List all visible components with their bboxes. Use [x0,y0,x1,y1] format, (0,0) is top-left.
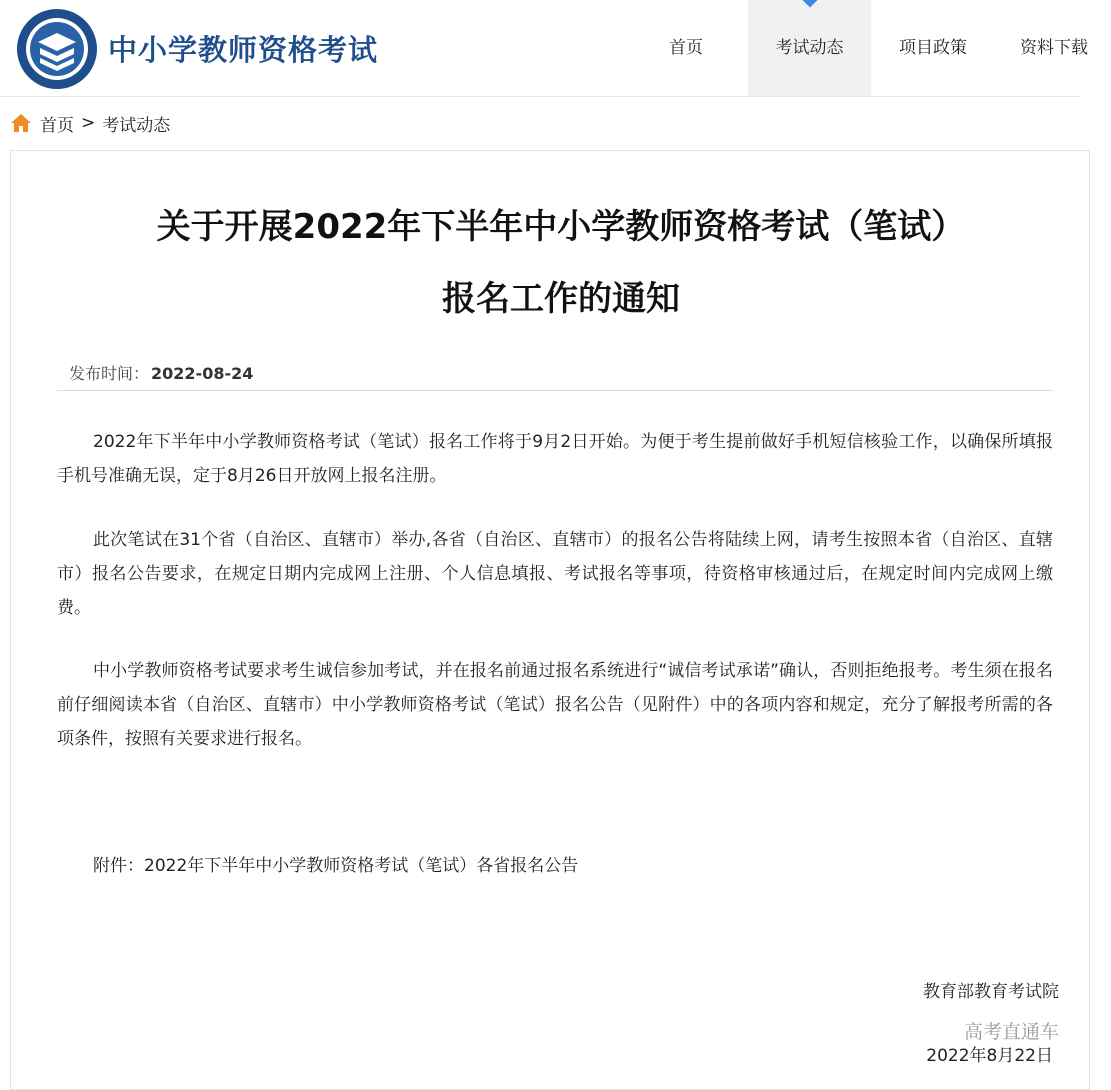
publish-meta [69,361,253,384]
article-paragraph: 此次笔试在31个省（自治区、直辖市）举办,各省（自治区、直辖市）的报名公告将陆续上网，请考生按照本省（自治区、直辖市）报名公告要求，在规定日期内完成网上注册、个人信息填报、考试报名等事项，待资格审核通过后，在规定时间内完成网上缴费。 [57,530,1053,618]
meta-divider [57,390,1053,391]
active-nav-marker [802,0,819,7]
article-paragraph: 2022年下半年中小学教师资格考试（笔试）报名工作将于9月2日开始。为便于考生提前做好手机短信核验工作，以确保所填报手机号准确无误，定于8月26日开放网上报名注册。 [57,432,1053,486]
breadcrumb [10,110,170,136]
watermark: 高考直通车 [963,1021,1059,1043]
issue-date: 2022年8月22日 [926,1046,1053,1066]
nav-item-downloads[interactable]: 资料下载 [1020,38,1088,58]
nav-item-exam-news[interactable] [748,0,871,96]
article-title-line2: 报名工作的通知 [442,279,680,319]
publish-date: 2022-08-24 [151,364,254,383]
site-header [0,0,1088,97]
site-logo-icon[interactable] [16,8,98,90]
article-panel [10,150,1090,1090]
breadcrumb-separator: > [81,113,96,133]
breadcrumb-home[interactable]: 首页 [40,115,74,136]
breadcrumb-current[interactable]: 考试动态 [102,115,171,136]
publish-label: 发布时间： [69,364,150,383]
site-title[interactable]: 中小学教师资格考试 [108,33,379,67]
main-nav [624,0,1095,96]
nav-item-policy[interactable]: 项目政策 [899,38,967,58]
article-paragraph: 中小学教师资格考试要求考生诚信参加考试，并在报名前通过报名系统进行“诚信考试承诺”确认，否则拒绝报考。考生须在报名前仔细阅读本省（自治区、直辖市）中小学教师资格考试（笔试）报名公告（见附件）中的各项内容和规定，充分了解报考所需的各项条件，按照有关要求进行报名。 [57,661,1053,749]
nav-item-home[interactable]: 首页 [669,38,703,58]
issuer-signature: 教育部教育考试院 [923,982,1059,1002]
nav-item-exam-news-label: 考试动态 [775,38,844,58]
home-icon[interactable] [10,113,32,133]
attachment-link[interactable]: 附件：2022年下半年中小学教师资格考试（笔试）各省报名公告 [93,856,579,876]
article-title-line1: 关于开展2022年下半年中小学教师资格考试（笔试） [156,207,966,247]
